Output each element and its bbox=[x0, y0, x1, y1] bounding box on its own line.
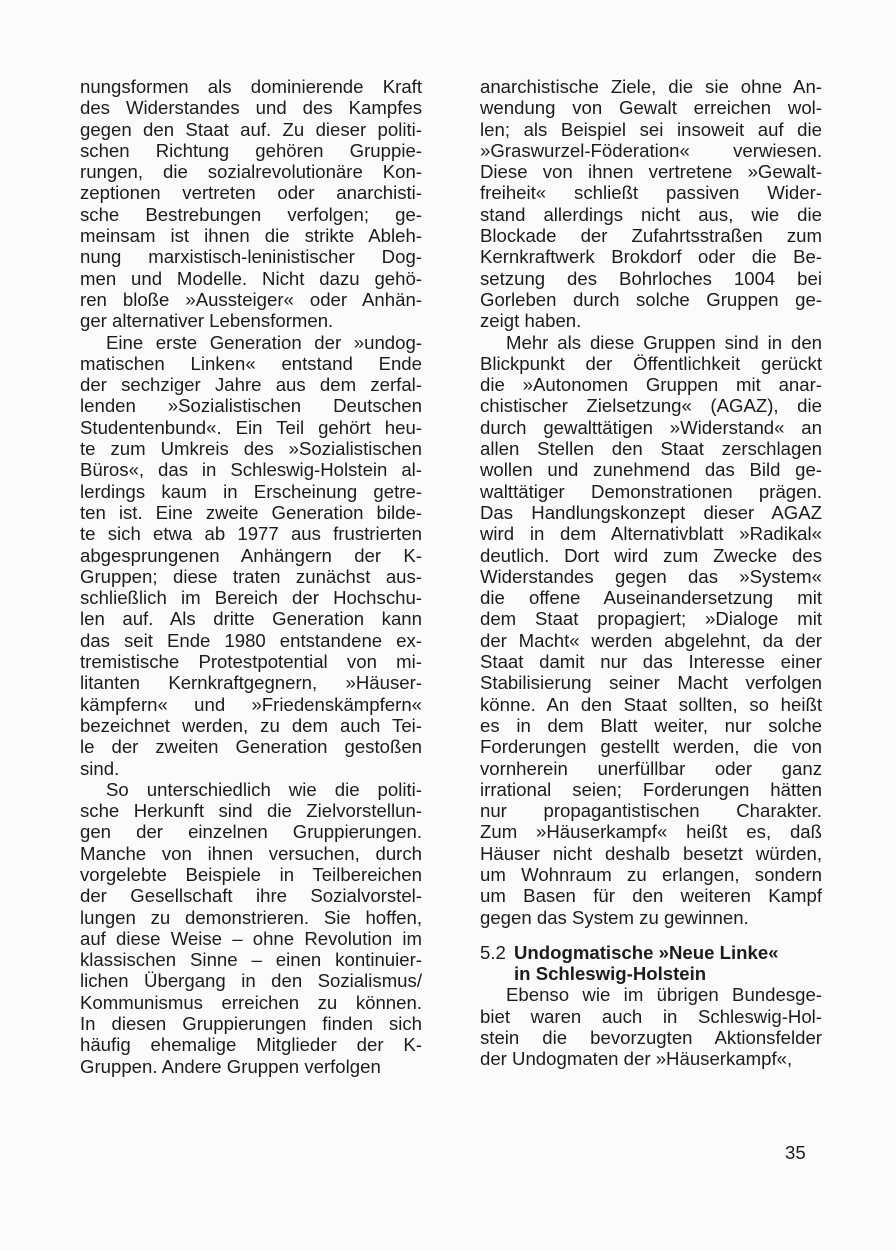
text-line: es in dem Blatt weiter, nur solche bbox=[480, 714, 822, 736]
text-line: litanten Kernkraftgegnern, »Häuser- bbox=[80, 672, 422, 694]
text-line: lenden »Sozialistischen Deutschen bbox=[80, 395, 422, 417]
text-line: schen Richtung gehören Gruppie- bbox=[80, 139, 422, 161]
text-line: Blockade der Zufahrtsstraßen zum bbox=[480, 225, 822, 247]
text-line: nur propagantistischen Charakter. bbox=[480, 800, 822, 822]
text-line: um Basen für den weiteren Kampf bbox=[480, 885, 822, 907]
text-line: chistischer Zielsetzung« (AGAZ), die bbox=[480, 395, 822, 417]
text-line: Diese von ihnen vertretene »Gewalt- bbox=[480, 161, 822, 183]
text-line: lungen zu demonstrieren. Sie hoffen, bbox=[80, 906, 422, 928]
text-line: nung marxistisch-leninistischer Dog- bbox=[80, 246, 422, 268]
text-line: meinsam ist ihnen die strikte Ableh- bbox=[80, 225, 422, 247]
text-line: lerdings kaum in Erscheinung getre- bbox=[80, 480, 422, 502]
text-line: sche Herkunft sind die Zielvorstellun- bbox=[80, 800, 422, 822]
text-line: wird in dem Alternativblatt »Radikal« bbox=[480, 523, 822, 545]
text-line: Kernkraftwerk Brokdorf oder die Be- bbox=[480, 246, 822, 268]
text-line: durch gewalttätigen »Widerstand« an bbox=[480, 416, 822, 438]
text-line: le der zweiten Generation gestoßen bbox=[80, 736, 422, 758]
text-line: ger alternativer Lebensformen. bbox=[80, 310, 334, 332]
section-number: 5.2 bbox=[480, 941, 506, 963]
text-line: wendung von Gewalt erreichen wol- bbox=[480, 97, 822, 119]
text-line: nungsformen als dominierende Kraft bbox=[80, 76, 422, 97]
text-line: So unterschiedlich wie die politi- bbox=[106, 778, 422, 800]
text-line: zeptionen vertreten oder anarchisti- bbox=[80, 182, 422, 204]
text-line: die »Autonomen Gruppen mit anar- bbox=[480, 374, 822, 396]
text-line: vorgelebte Beispiele in Teilbereichen bbox=[80, 863, 422, 885]
text-line: setzung des Bohrloches 1004 bei bbox=[480, 267, 822, 289]
text-line: lichen Übergang in den Sozialismus/ bbox=[80, 970, 422, 992]
text-line: gegen das System zu gewinnen. bbox=[480, 906, 749, 928]
text-line: In diesen Gruppierungen finden sich bbox=[80, 1013, 422, 1035]
text-line: gen der einzelnen Gruppierungen. bbox=[80, 821, 422, 843]
text-line: das seit Ende 1980 entstandene ex- bbox=[80, 629, 422, 651]
text-line: stand allerdings nicht aus, wie die bbox=[480, 203, 822, 225]
text-line: der sechziger Jahre aus dem zerfal- bbox=[80, 374, 422, 396]
text-line: Das Handlungskonzept dieser AGAZ bbox=[480, 501, 822, 523]
right-column-body bbox=[480, 76, 822, 928]
text-line: dem Staat propagiert; »Dialoge mit bbox=[480, 608, 822, 630]
section-heading-line-1 bbox=[480, 942, 822, 963]
text-line: der Undogmaten der »Häuserkampf«, bbox=[480, 1048, 793, 1070]
text-line: biet waren auch in Schleswig-Hol- bbox=[480, 1005, 822, 1027]
text-line: der Gesellschaft ihre Sozialvorstel- bbox=[80, 885, 422, 907]
text-line: bezeichnet werden, zu dem auch Tei- bbox=[80, 714, 422, 736]
text-line: te sich etwa ab 1977 aus frustrierten bbox=[80, 523, 422, 545]
text-line: klassischen Sinne – einen kontinuier- bbox=[80, 949, 422, 971]
left-text-column bbox=[80, 76, 422, 1077]
text-line: allen Stellen den Staat zerschlagen bbox=[480, 438, 822, 460]
text-line: des Widerstandes und des Kampfes bbox=[80, 97, 422, 119]
text-line: um Wohnraum zu erlangen, sondern bbox=[480, 863, 822, 885]
text-line: wollen und zunehmend das Bild ge- bbox=[480, 459, 822, 481]
text-line: Gorleben durch solche Gruppen ge- bbox=[480, 288, 822, 310]
right-text-column bbox=[480, 76, 822, 1070]
text-line: könne. An den Staat sollten, so heißt bbox=[480, 693, 822, 715]
page-number: 35 bbox=[785, 1142, 806, 1163]
text-line: Manche von ihnen versuchen, durch bbox=[80, 842, 422, 864]
text-line: irrational seien; Forderungen hätten bbox=[480, 778, 822, 800]
text-line: Blickpunkt der Öffentlichkeit gerückt bbox=[480, 352, 822, 374]
text-line: ten ist. Eine zweite Generation bilde- bbox=[80, 501, 422, 523]
text-line: tremistische Protestpotential von mi- bbox=[80, 651, 422, 673]
text-line: Staat damit nur das Interesse einer bbox=[480, 651, 822, 673]
text-line: Büros«, das in Schleswig-Holstein al- bbox=[80, 459, 422, 481]
text-line: stein die bevorzugten Aktionsfelder bbox=[480, 1027, 822, 1049]
text-line: die offene Auseinandersetzung mit bbox=[480, 587, 822, 609]
text-line: Stabilisierung seiner Macht verfolgen bbox=[480, 672, 822, 694]
text-line: Ebenso wie im übrigen Bundesge- bbox=[506, 984, 822, 1006]
text-line: Häuser nicht deshalb besetzt würden, bbox=[480, 842, 822, 864]
text-line: Gruppen. Andere Gruppen verfolgen bbox=[80, 1055, 381, 1077]
text-line: schließlich im Bereich der Hochschu- bbox=[80, 587, 422, 609]
text-line: len; als Beispiel sei insoweit auf die bbox=[480, 118, 822, 140]
text-line: walttätiger Demonstrationen prägen. bbox=[480, 480, 822, 502]
text-line: deutlich. Dort wird zum Zwecke des bbox=[480, 544, 822, 566]
text-line: men und Modelle. Nicht dazu gehö- bbox=[80, 267, 422, 289]
text-line: te zum Umkreis des »Sozialistischen bbox=[80, 438, 422, 460]
text-line: Kommunismus erreichen zu können. bbox=[80, 991, 422, 1013]
text-line: Zum »Häuserkampf« heißt es, daß bbox=[480, 821, 822, 843]
text-line: Gruppen; diese traten zunächst aus- bbox=[80, 565, 422, 587]
text-line: »Graswurzel-Föderation« verwiesen. bbox=[480, 139, 822, 161]
text-line: Studentenbund«. Ein Teil gehört heu- bbox=[80, 416, 422, 438]
text-line: sche Bestrebungen verfolgen; ge- bbox=[80, 203, 422, 225]
text-line: rungen, die sozialrevolutionäre Kon- bbox=[80, 161, 422, 183]
text-line: Eine erste Generation der »undog- bbox=[106, 331, 422, 353]
text-line: häufig ehemalige Mitglieder der K- bbox=[80, 1034, 422, 1056]
text-line: gegen den Staat auf. Zu dieser politi- bbox=[80, 118, 422, 140]
text-line: kämpfern« und »Friedenskämpfern« bbox=[80, 693, 422, 715]
text-line: Forderungen gestellt werden, die von bbox=[480, 736, 822, 758]
text-line: len auf. Als dritte Generation kann bbox=[80, 608, 422, 630]
text-line: der Macht« werden abgelehnt, da der bbox=[480, 629, 822, 651]
text-line: zeigt haben. bbox=[480, 310, 582, 332]
text-line: auf diese Weise – ohne Revolution im bbox=[80, 927, 422, 949]
text-line: abgesprungenen Anhängern der K- bbox=[80, 544, 422, 566]
text-line: vornherein unerfüllbar oder ganz bbox=[480, 757, 822, 779]
section-title-part-1: Undogmatische »Neue Linke« bbox=[514, 941, 779, 963]
text-line: anarchistische Ziele, die sie ohne An- bbox=[480, 76, 822, 97]
text-line: freiheit« schließt passiven Wider- bbox=[480, 182, 822, 204]
text-line: sind. bbox=[80, 757, 120, 779]
text-line: matischen Linken« entstand Ende bbox=[80, 352, 422, 374]
section-heading bbox=[480, 942, 822, 985]
right-column-after-heading bbox=[480, 984, 822, 1069]
text-line: Mehr als diese Gruppen sind in den bbox=[506, 331, 822, 353]
section-title-part-2: in Schleswig-Holstein bbox=[514, 963, 707, 985]
text-line: Widerstandes gegen das »System« bbox=[480, 565, 822, 587]
text-line: ren bloße »Aussteiger« oder Anhän- bbox=[80, 288, 422, 310]
